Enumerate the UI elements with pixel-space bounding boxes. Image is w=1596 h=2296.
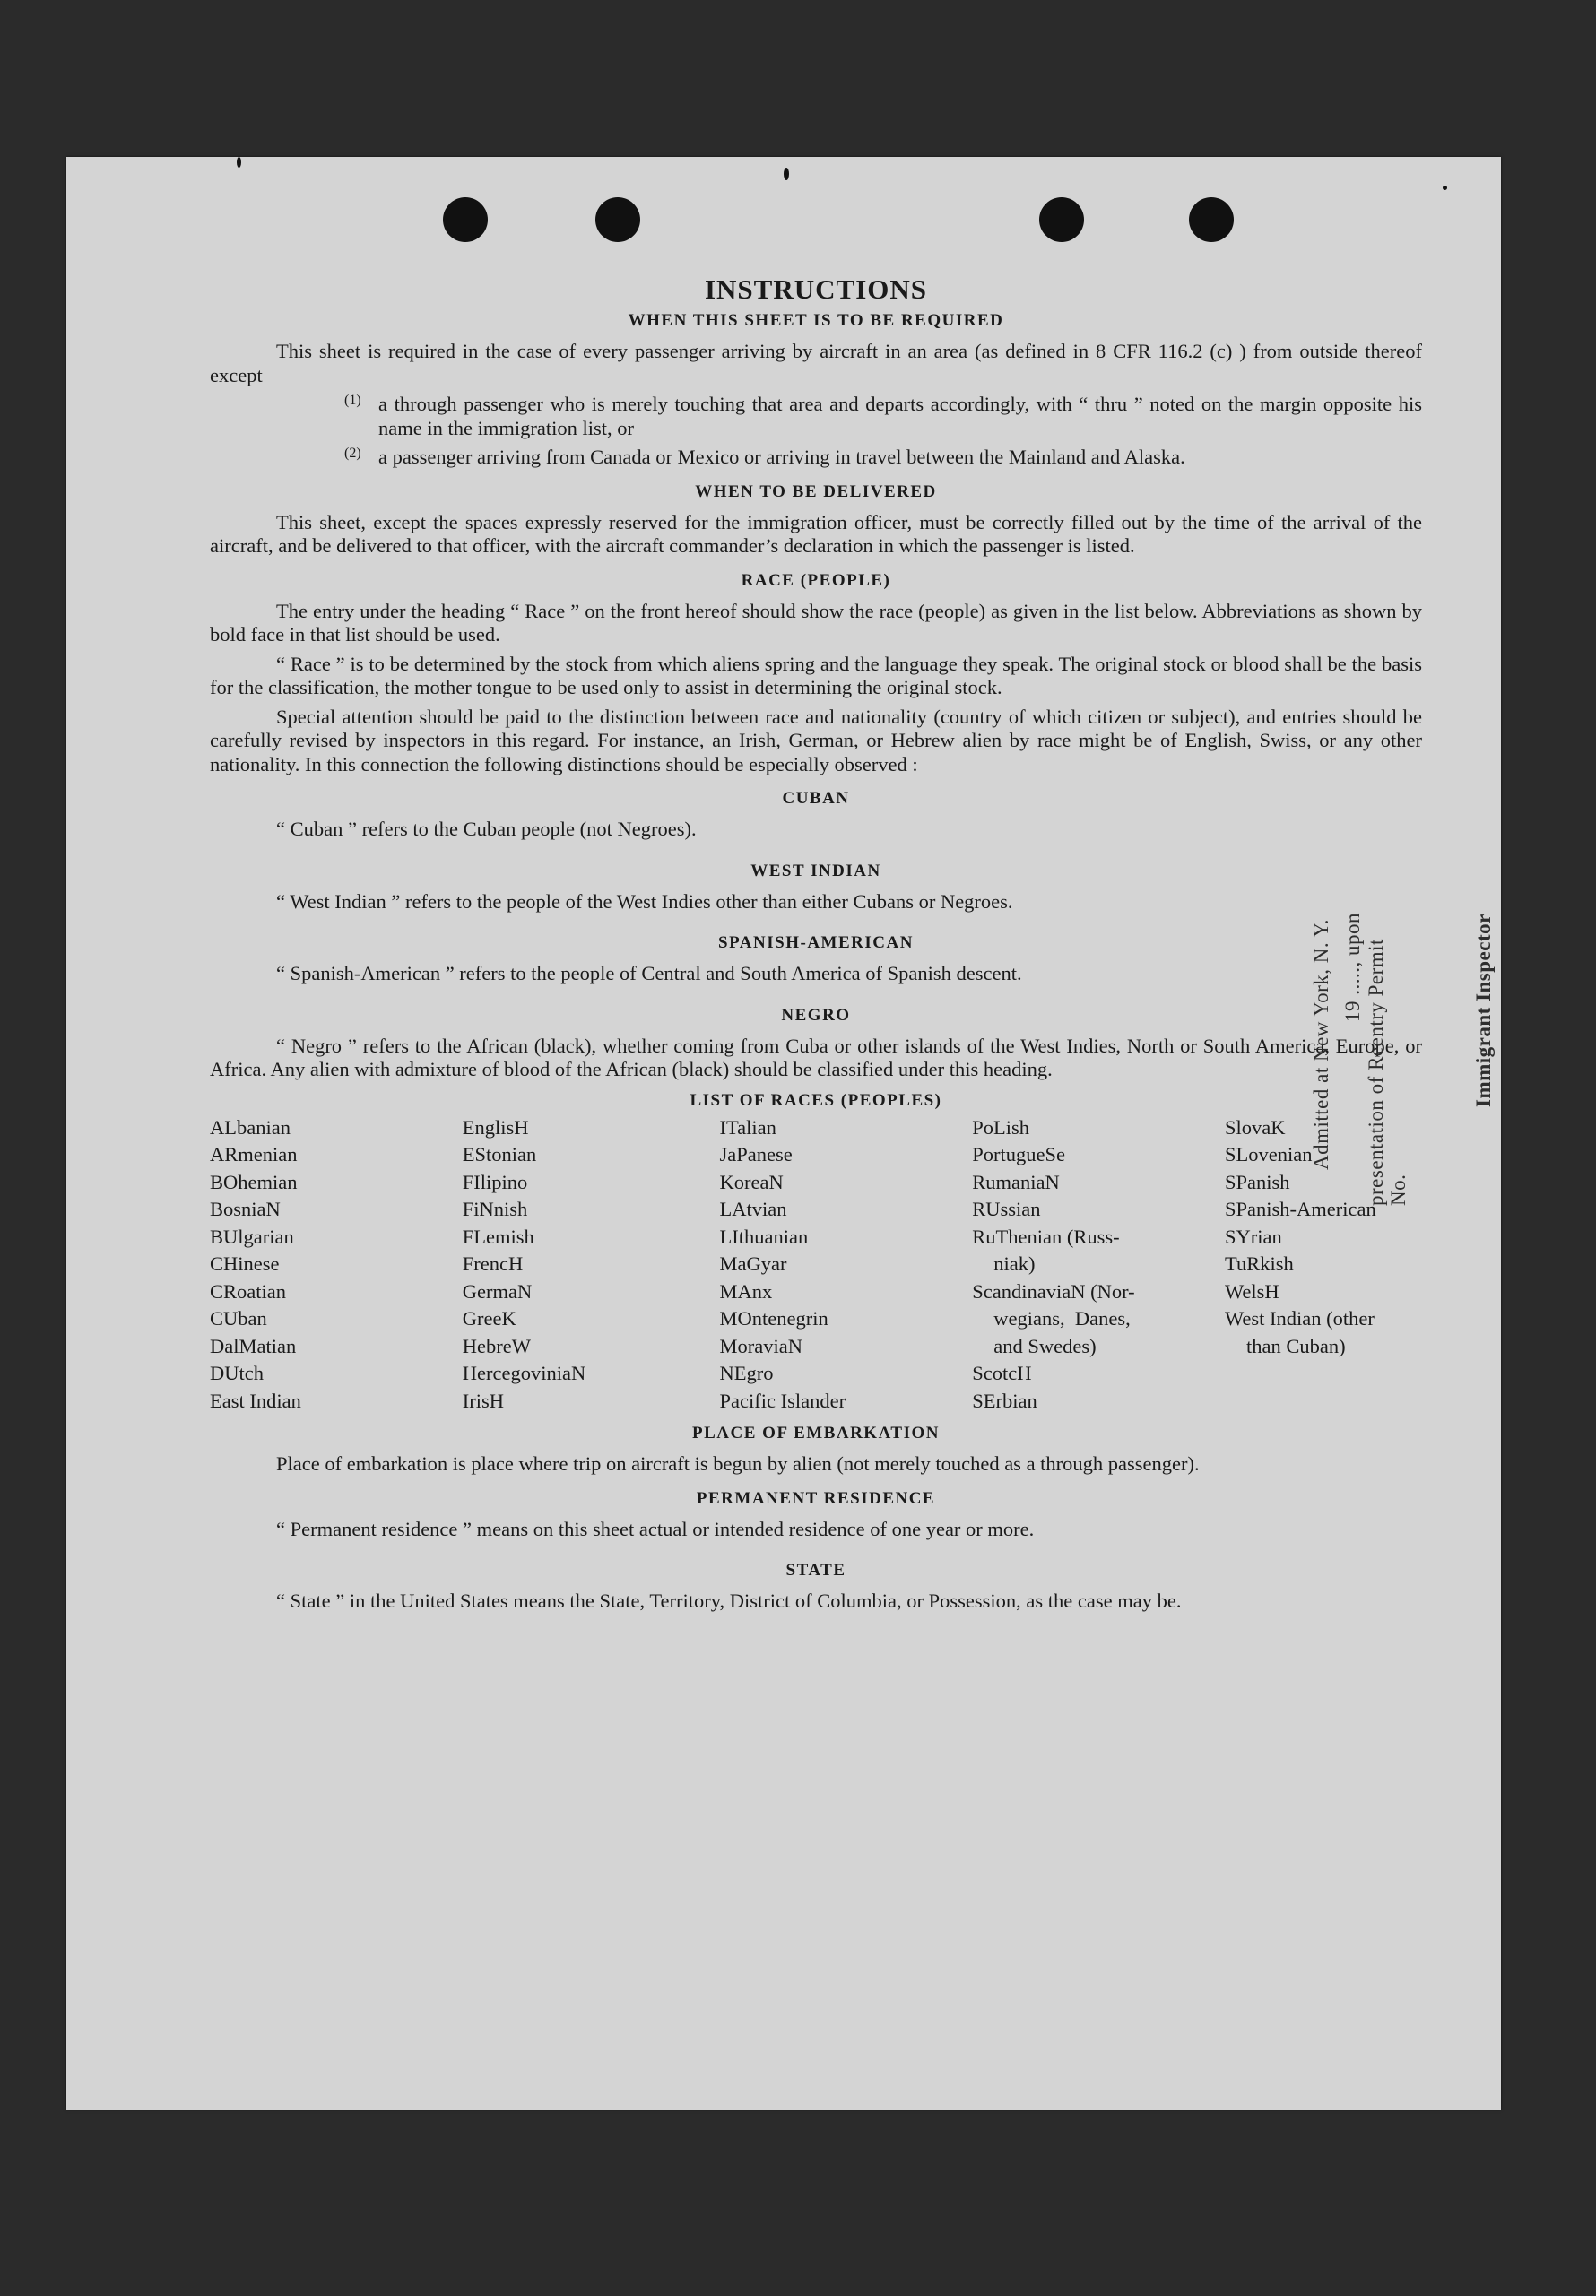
stamp-line-date: 19 ....., upon [1341,913,1364,1022]
race-entry: PortugueSe [972,1143,1065,1165]
embarkation-text: Place of embarkation is place where trip on aircraft is begun by alien (not merely touched as a through passenger). [276,1452,1200,1475]
punch-hole [443,197,488,242]
heading-negro: NEGRO [781,1005,851,1025]
stamp-line-inspector: Immigrant Inspector [1472,914,1495,1107]
item-number: (1) [344,393,361,408]
negro-text: “ Negro ” refers to the African (black), whether coming from Cuba or other islands of the West Indies, North or South America, Europe, or Africa. Any alien with admixture of blood of the African (black) should be classified under this heading. [210,1034,1422,1080]
item-number: (2) [344,446,361,461]
punch-hole [1189,197,1234,242]
race-entry: West Indian (other [1225,1307,1375,1330]
stamp-line-number: No. [1387,1174,1410,1206]
race-entry: TuRkish [1225,1252,1294,1275]
heading-list-of-races: LIST OF RACES (PEOPLES) [690,1090,942,1110]
race-entry: HebreW [462,1334,531,1357]
race-entry: than Cuban) [1246,1334,1346,1357]
residence-text: “ Permanent residence ” means on this sheet actual or intended residence of one year or more. [276,1517,1035,1540]
item-text: a passenger arriving from Canada or Mexico or arriving in travel between the Mainland and Alaska. [378,446,1185,468]
race-entry: RUssian [972,1198,1041,1220]
stamp-line-presentation: presentation of Reentry Permit [1365,939,1387,1206]
state-text: “ State ” in the United States means the State, Territory, District of Columbia, or Possession, as the case may be. [276,1590,1182,1612]
race-entry: niak) [993,1252,1036,1275]
race-entry: MoraviaN [719,1334,802,1357]
race-entry: GreeK [462,1307,516,1330]
race-entry: CUban [210,1307,267,1330]
race-entry: FrencH [462,1252,524,1275]
race-paragraph-3: Special attention should be paid to the distinction between race and nationality (country of which citizen or subject), and entries should be carefully revised by inspectors in this regard. For instance, an Irish, German, or Hebrew alien by race might be of English, Swiss, or any other nationality. In this connection the following distinctions should be especially observed : [210,705,1422,775]
punch-hole [1039,197,1084,242]
speck [784,168,789,180]
race-paragraph-1: The entry under the heading “ Race ” on the front hereof should show the race (people) as given in the list below. Abbreviations as shown by bold face in that list should be used. [210,599,1422,645]
race-entry: WelsH [1225,1279,1279,1303]
race-entry: SPanish [1225,1170,1290,1193]
heading-west-indian: WEST INDIAN [750,861,881,880]
race-entry: HercegoviniaN [462,1362,586,1384]
race-entry: CHinese [210,1252,280,1275]
list-item [344,393,1422,440]
race-entry: SLovenian [1225,1143,1313,1165]
race-paragraph-2: “ Race ” is to be determined by the stock from which aliens spring and the language they speak. The original stock or blood shall be the basis for the classification, the mother tongue to be used only to assist in determining the original stock. [210,652,1422,698]
race-entry: BUlgarian [210,1225,294,1248]
race-entry: ARmenian [210,1143,298,1165]
races-column-1 [210,1114,447,1416]
heading-delivered: WHEN TO BE DELIVERED [695,481,937,501]
heading-residence: PERMANENT RESIDENCE [696,1488,936,1508]
west-indian-text: “ West Indian ” refers to the people of the West Indies other than either Cubans or Negroes. [276,889,1013,913]
race-entry: wegians, Danes, [993,1307,1131,1330]
race-entry: ALbanian [210,1115,291,1139]
list-item [344,446,1422,470]
race-entry: GermaN [462,1279,533,1303]
race-entry: IrisH [462,1389,504,1412]
stamp-line-admitted: Admitted at New York, N. Y. [1310,919,1332,1170]
admission-stamp [1223,865,1546,1206]
race-entry: FLemish [462,1225,534,1248]
heading-cuban: CUBAN [782,789,850,808]
race-entry: ScandinaviaN (Nor- [972,1279,1135,1303]
cuban-text: “ Cuban ” refers to the Cuban people (not Negroes). [276,818,697,840]
race-entry: MaGyar [719,1252,787,1275]
races-column-4 [972,1114,1210,1416]
race-entry: MOntenegrin [719,1307,828,1330]
heading-embarkation: PLACE OF EMBARKATION [692,1424,940,1443]
race-entry: RuThenian (Russ- [972,1225,1120,1248]
race-entry: KoreaN [719,1170,784,1193]
speck [237,157,241,168]
race-entry: NEgro [719,1362,774,1384]
heading-spanish-american: SPANISH-AMERICAN [718,933,914,952]
race-entry: SlovaK [1225,1115,1286,1139]
race-entry: ITalian [719,1115,776,1139]
race-entry: East Indian [210,1389,301,1412]
races-column-3 [720,1114,958,1416]
item-text: a through passenger who is merely touching that area and departs accordingly, with “ thru ” noted on the margin opposite his name in the immigration list, or [378,393,1422,439]
race-entry: PoLish [972,1115,1030,1139]
race-entry: MAnx [719,1279,773,1303]
speck [1443,186,1447,190]
heading-required: WHEN THIS SHEET IS TO BE REQUIRED [628,311,1004,330]
race-entry: EStonian [462,1143,537,1165]
race-entry: DalMatian [210,1334,297,1357]
race-entry: and Swedes) [993,1334,1097,1357]
document-page [66,157,1501,2110]
race-entry: BOhemian [210,1170,298,1193]
heading-race: RACE (PEOPLE) [741,570,891,590]
punch-hole [595,197,640,242]
race-entry: JaPanese [719,1143,793,1165]
race-entry: LAtvian [719,1198,787,1220]
race-entry: SYrian [1225,1225,1282,1248]
race-entry: EnglisH [462,1115,529,1139]
race-entry: FIlipino [462,1170,528,1193]
race-entry: Pacific Islander [719,1389,846,1412]
race-entry: LIthuanian [719,1225,809,1248]
races-column-2 [463,1114,705,1416]
race-entry: SErbian [972,1389,1037,1412]
delivered-text: This sheet, except the spaces expressly reserved for the immigration officer, must be correctly filled out by the time of the arrival of the aircraft, and be delivered to that officer, with the aircraft commander’s declaration in which the passenger is listed. [210,510,1422,557]
race-entry: ScotcH [972,1362,1032,1384]
race-entry: FiNnish [462,1198,528,1220]
race-entry: RumaniaN [972,1170,1060,1193]
race-entry: SPanish-American [1225,1198,1376,1220]
race-entry: BosniaN [210,1198,281,1220]
required-intro: This sheet is required in the case of every passenger arriving by aircraft in an area (as defined in 8 CFR 116.2 (c) ) from outside thereof except [210,340,1422,386]
race-entry: CRoatian [210,1279,286,1303]
spanish-american-text: “ Spanish-American ” refers to the people of Central and South America of Spanish descent. [276,962,1022,984]
page-title: INSTRUCTIONS [704,273,927,305]
race-entry: DUtch [210,1362,264,1384]
heading-state: STATE [785,1561,846,1580]
